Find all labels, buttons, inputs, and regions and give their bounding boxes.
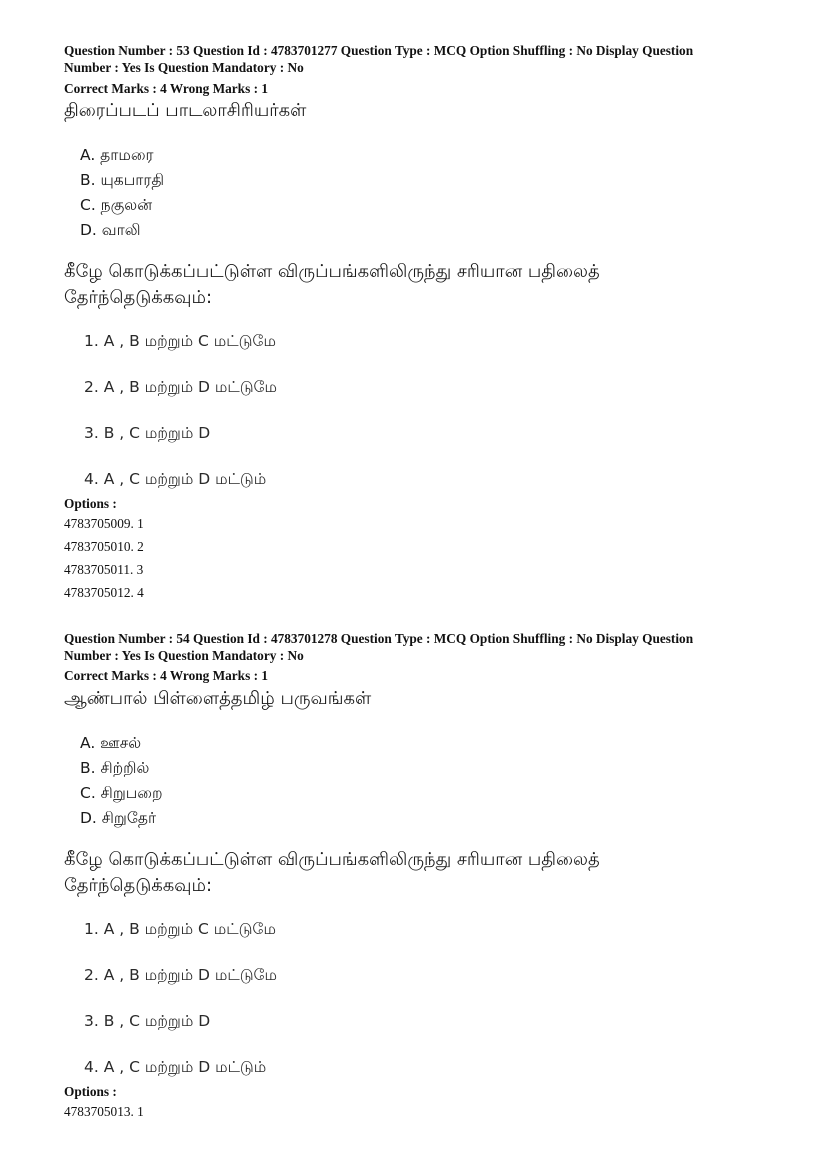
answer-choice: 2. A , B மற்றும் D மட்டுமே xyxy=(84,966,278,984)
answer-choice: 4. A , C மற்றும் D மட்டும் xyxy=(84,1058,267,1076)
answer-choice: 3. B , C மற்றும் D xyxy=(84,1012,211,1030)
question-marks: Correct Marks : 4 Wrong Marks : 1 xyxy=(64,668,268,683)
list-item: A. ஊசல் xyxy=(80,734,142,752)
question-meta-line: Question Number : 54 Question Id : 4783701278 Question Type : MCQ Option Shuffling : No Display Question xyxy=(64,631,694,646)
list-item: D. வாலி xyxy=(80,221,141,239)
option-id: 4783705013. 1 xyxy=(64,1104,144,1119)
answer-choice: 2. A , B மற்றும் D மட்டுமே xyxy=(84,378,278,396)
list-item: B. யுகபாரதி xyxy=(80,171,165,189)
question-meta xyxy=(64,43,776,76)
list-item: A. தாமரை xyxy=(80,146,154,164)
list-item: C. நகுலன் xyxy=(80,196,153,214)
answer-choice: 1. A , B மற்றும் C மட்டுமே xyxy=(84,920,276,938)
instruction-text: தேர்ந்தெடுக்கவும்: xyxy=(64,287,213,308)
answer-choice: 1. A , B மற்றும் C மட்டுமே xyxy=(84,332,276,350)
instruction-text: தேர்ந்தெடுக்கவும்: xyxy=(64,875,213,896)
instruction-text: கீழே கொடுக்கப்பட்டுள்ள விருப்பங்களிலிருந்து சரியான பதிலைத் xyxy=(64,849,600,870)
options-label: Options : xyxy=(64,496,117,511)
option-id: 4783705012. 4 xyxy=(64,585,144,600)
question-title: ஆண்பால் பிள்ளைத்தமிழ் பருவங்கள் xyxy=(64,688,372,709)
question-meta-line: Number : Yes Is Question Mandatory : No xyxy=(64,59,304,75)
question-meta-line: Question Number : 53 Question Id : 4783701277 Question Type : MCQ Option Shuffling : No Display Question xyxy=(64,43,694,58)
question-meta-line: Number : Yes Is Question Mandatory : No xyxy=(64,647,304,663)
option-id: 4783705009. 1 xyxy=(64,516,144,531)
option-id: 4783705011. 3 xyxy=(64,562,144,577)
list-item: C. சிறுபறை xyxy=(80,784,163,802)
answer-choice: 4. A , C மற்றும் D மட்டும் xyxy=(84,470,267,488)
instruction-text: கீழே கொடுக்கப்பட்டுள்ள விருப்பங்களிலிருந்து சரியான பதிலைத் xyxy=(64,261,600,282)
answer-choice: 3. B , C மற்றும் D xyxy=(84,424,211,442)
option-id: 4783705010. 2 xyxy=(64,539,144,554)
options-label: Options : xyxy=(64,1084,117,1099)
question-marks: Correct Marks : 4 Wrong Marks : 1 xyxy=(64,81,268,96)
list-item: D. சிறுதேர் xyxy=(80,809,157,827)
list-item: B. சிற்றில் xyxy=(80,759,150,777)
question-meta xyxy=(64,631,776,664)
question-title: திரைப்படப் பாடலாசிரியர்கள் xyxy=(64,100,307,121)
